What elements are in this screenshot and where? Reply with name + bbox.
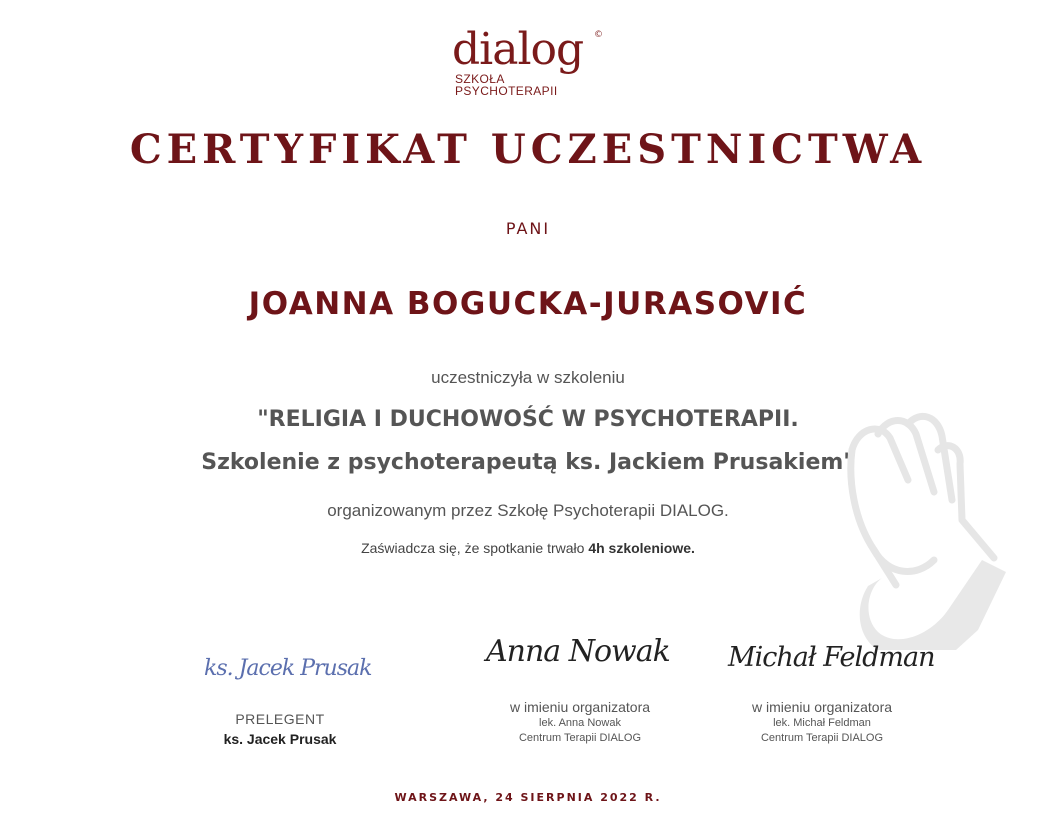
logo-subtitle-line1: SZKOŁA — [455, 72, 505, 86]
organizer1-org: Centrum Terapii DIALOG — [518, 732, 642, 744]
course-title-line1: "RELIGIA I DUCHOWOŚĆ W PSYCHOTERAPII. — [257, 407, 799, 432]
organizer2-signature: Michał Feldman — [728, 642, 935, 673]
organizer2-name: lek. Michał Feldman — [773, 717, 871, 729]
course-title-line2: Szkolenie z psychoterapeutą ks. Jackiem Prusakiem" — [201, 450, 855, 475]
speaker-name: ks. Jacek Prusak — [223, 731, 337, 747]
organizer1-signature-block — [480, 698, 680, 746]
duration-value: 4h szkoleniowe. — [588, 540, 695, 556]
participation-text: uczestniczyła w szkoleniu — [431, 368, 625, 387]
speaker-role: PRELEGENT — [235, 711, 325, 727]
salutation: PANI — [505, 219, 551, 238]
certificate-title: CERTYFIKAT UCZESTNICTWA — [129, 126, 927, 173]
organizer1-role: w imieniu organizatora — [509, 699, 651, 715]
speaker-signature-block — [180, 710, 380, 750]
organizer-text: organizowanym przez Szkołę Psychoterapii DIALOG. — [327, 501, 729, 520]
organizer2-signature-block — [722, 698, 922, 746]
logo — [452, 24, 612, 100]
recipient-name: JOANNA BOGUCKA-JURASOVIĆ — [248, 286, 808, 322]
praying-hands-icon — [838, 410, 1008, 650]
duration-prefix: Zaświadcza się, że spotkanie trwało — [361, 540, 589, 556]
logo-wordmark: dialog — [452, 24, 584, 75]
organizer2-org: Centrum Terapii DIALOG — [760, 732, 884, 744]
place-and-date: WARSZAWA, 24 SIERPNIA 2022 R. — [394, 791, 662, 804]
organizer1-name: lek. Anna Nowak — [539, 717, 621, 729]
speaker-signature: ks. Jacek Prusak — [204, 656, 372, 681]
logo-subtitle-line2: PSYCHOTERAPII — [455, 84, 558, 98]
organizer2-role: w imieniu organizatora — [751, 699, 893, 715]
organizer1-signature: Anna Nowak — [486, 634, 670, 669]
copyright-mark: © — [594, 30, 603, 40]
